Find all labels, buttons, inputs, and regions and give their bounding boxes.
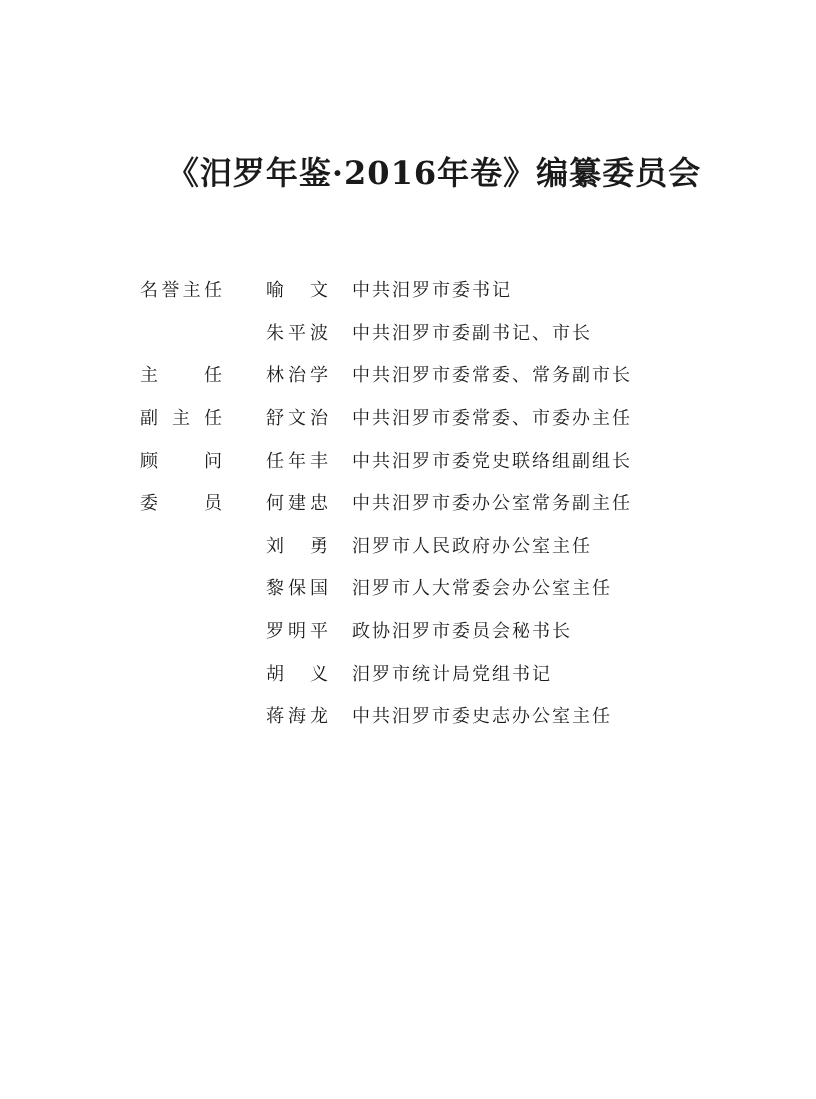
roster-row bbox=[140, 396, 740, 439]
member-name: 任 年 丰 bbox=[266, 450, 328, 472]
member-position: 中共汨罗市委办公室常务副主任 bbox=[352, 493, 632, 515]
member-name: 胡 义 bbox=[266, 663, 328, 685]
member-position: 汨罗市统计局党组书记 bbox=[352, 663, 552, 685]
roster-row bbox=[140, 524, 740, 567]
roster-row bbox=[140, 481, 740, 524]
roster-row bbox=[140, 311, 740, 354]
roster-row bbox=[140, 353, 740, 396]
member-position: 中共汨罗市委史志办公室主任 bbox=[352, 706, 612, 728]
member-name: 刘 勇 bbox=[266, 535, 328, 557]
roster-row bbox=[140, 694, 740, 737]
roster-row bbox=[140, 609, 740, 652]
member-name: 蒋 海 龙 bbox=[266, 706, 328, 728]
member-position: 政协汨罗市委员会秘书长 bbox=[352, 621, 572, 643]
member-name: 林 治 学 bbox=[266, 365, 328, 387]
member-name: 喻 文 bbox=[266, 280, 328, 302]
role-label: 主 任 bbox=[140, 365, 222, 387]
roster-row bbox=[140, 651, 740, 694]
role-label: 副 主 任 bbox=[140, 408, 222, 430]
member-position: 汨罗市人民政府办公室主任 bbox=[352, 535, 592, 557]
member-position: 中共汨罗市委常委、常务副市长 bbox=[352, 365, 632, 387]
member-name: 罗 明 平 bbox=[266, 621, 328, 643]
document-title: 《汨罗年鉴·2016年卷》编纂委员会 bbox=[166, 154, 702, 192]
committee-roster bbox=[140, 268, 740, 737]
role-label: 委 员 bbox=[140, 493, 222, 515]
role-label: 名 誉 主 任 bbox=[140, 280, 222, 302]
roster-row bbox=[140, 268, 740, 311]
role-label: 顾 问 bbox=[140, 450, 222, 472]
roster-row bbox=[140, 566, 740, 609]
member-position: 中共汨罗市委书记 bbox=[352, 280, 512, 302]
roster-row bbox=[140, 438, 740, 481]
member-name: 舒 文 治 bbox=[266, 408, 328, 430]
member-position: 中共汨罗市委党史联络组副组长 bbox=[352, 450, 632, 472]
member-name: 黎 保 国 bbox=[266, 578, 328, 600]
member-name: 何 建 忠 bbox=[266, 493, 328, 515]
member-position: 中共汨罗市委常委、市委办主任 bbox=[352, 408, 632, 430]
member-position: 汨罗市人大常委会办公室主任 bbox=[352, 578, 612, 600]
member-position: 中共汨罗市委副书记、市长 bbox=[352, 322, 592, 344]
member-name: 朱 平 波 bbox=[266, 322, 328, 344]
